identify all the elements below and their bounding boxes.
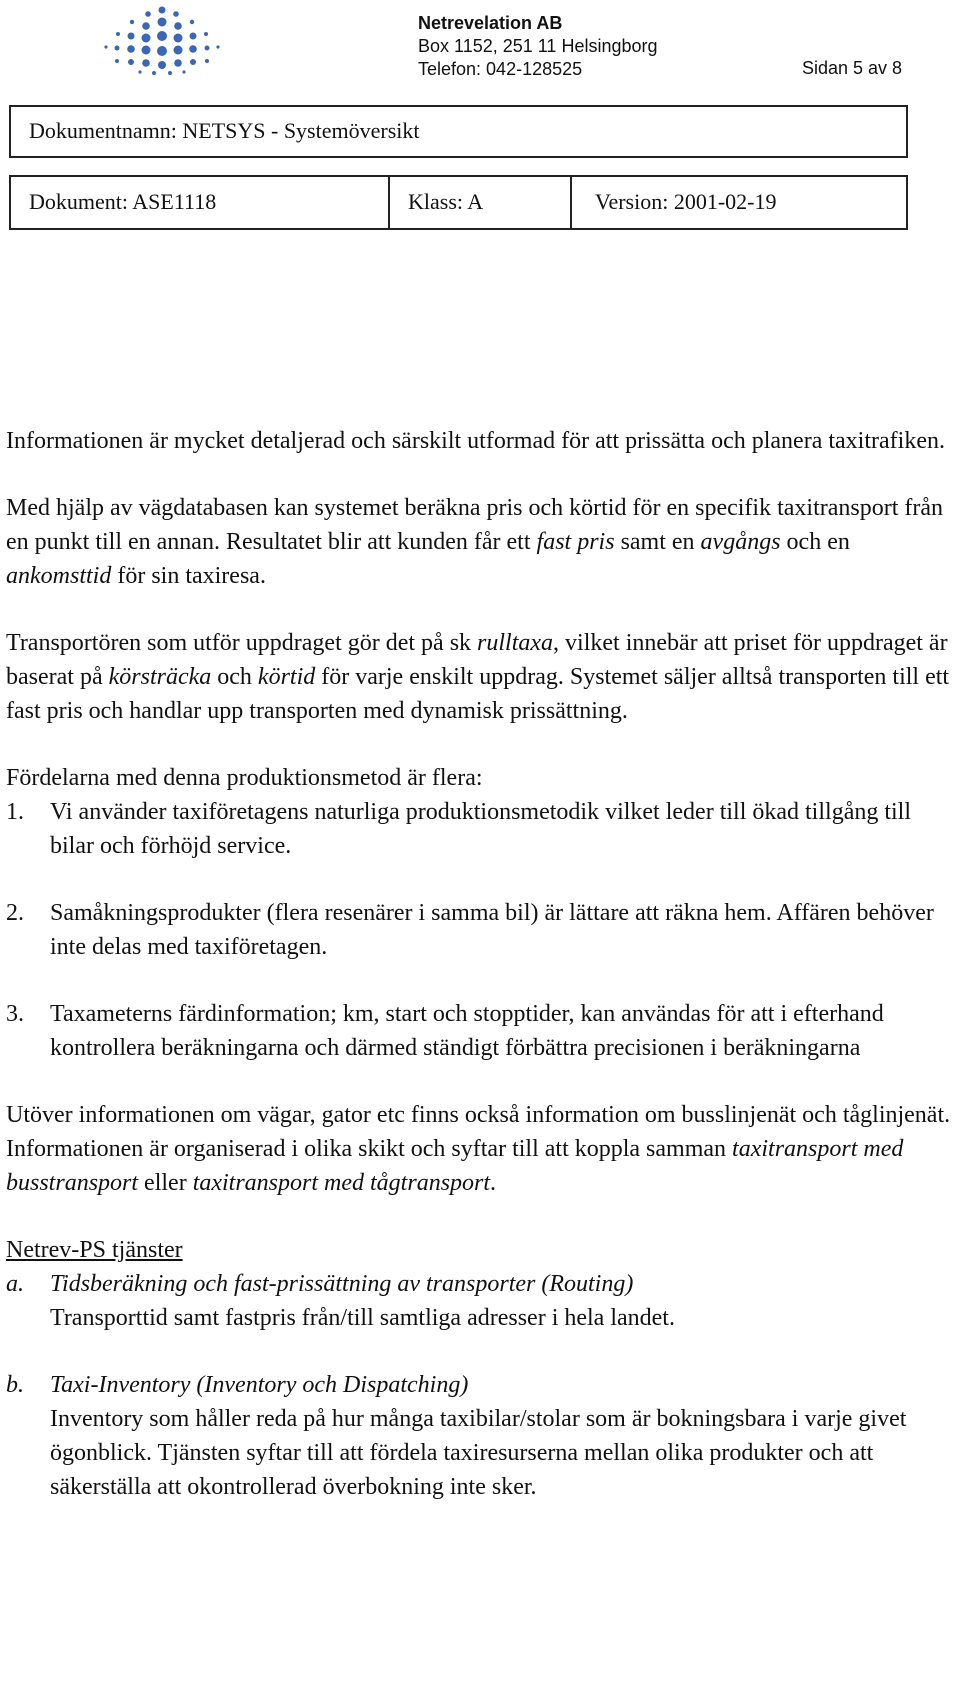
service-item	[6, 1368, 956, 1504]
paragraph-routing: Med hjälp av vägdatabasen kan systemet beräkna pris och körtid för en specifik taxitransport från en punkt till en annan. Resultatet blir att kunden får ett fast pris samt en avgångs och en ankomsttid för sin taxiresa.	[6, 495, 944, 589]
document-class: Klass: A	[408, 189, 484, 214]
list-text: Vi använder taxiföretagens naturliga produktionsmetodik vilket leder till ökad tillgång till bilar och förhöjd service.	[50, 799, 912, 859]
company-address: Box 1152, 251 11 Helsingborg	[418, 36, 658, 56]
list-item	[6, 997, 956, 1065]
service-item	[6, 1267, 956, 1335]
advantages-intro: Fördelarna med denna produktionsmetod är flera:	[6, 765, 483, 791]
services-heading: Netrev-PS tjänster	[6, 1237, 183, 1263]
service-title: Tidsberäkning och fast-prissättning av transporter (Routing)	[50, 1271, 634, 1297]
list-number: 3.	[6, 1001, 24, 1027]
service-letter: a.	[6, 1271, 24, 1297]
company-info	[418, 12, 658, 81]
paragraph-intro: Informationen är mycket detaljerad och särskilt utformad för att prissätta och planera taxitrafiken.	[6, 428, 945, 454]
company-phone: Telefon: 042-128525	[418, 59, 583, 79]
document-name: Dokumentnamn: NETSYS - Systemöversikt	[29, 118, 420, 143]
document-id-cell	[11, 177, 390, 228]
document-version: Version: 2001-02-19	[595, 189, 777, 214]
page-number: Sidan 5 av 8	[802, 58, 903, 78]
document-info-table	[9, 175, 908, 230]
service-text: Transporttid samt fastpris från/till samtliga adresser i hela landet.	[50, 1305, 675, 1331]
list-text: Samåkningsprodukter (flera resenärer i samma bil) är lättare att räkna hem. Affären behöver inte delas med taxiföretagen.	[50, 900, 934, 960]
paragraph-transporter: Transportören som utför uppdraget gör det på sk rulltaxa, vilket innebär att priset för uppdraget är baserat på körsträcka och körtid för varje enskilt uppdrag. Systemet säljer alltså transporten till ett fast pris och handlar upp transporten med dynamisk prissättning.	[6, 630, 950, 724]
list-text: Taxameterns färdinformation; km, start och stopptider, kan användas för att i efterhand kontrollera beräkningarna och därmed ständigt förbättra precisionen i beräkningarna	[50, 1001, 884, 1061]
document-name-box	[9, 105, 908, 158]
company-name: Netrevelation AB	[418, 13, 563, 33]
list-item	[6, 795, 956, 863]
list-number: 2.	[6, 900, 24, 926]
document-version-cell	[572, 177, 906, 228]
company-logo	[100, 4, 224, 76]
service-title: Taxi-Inventory (Inventory och Dispatching)	[50, 1372, 469, 1398]
document-id: Dokument: ASE1118	[29, 189, 217, 214]
service-letter: b.	[6, 1372, 24, 1398]
document-body	[6, 424, 956, 1504]
list-item	[6, 896, 956, 964]
service-text: Inventory som håller reda på hur många taxibilar/stolar som är bokningsbara i varje givet ögonblick. Tjänsten syftar till att fördela taxiresurserna mellan olika produkter och att säkerställa att okontrollerad överbokning inte sker.	[50, 1406, 907, 1500]
list-number: 1.	[6, 799, 24, 825]
paragraph-layers: Utöver informationen om vägar, gator etc finns också information om busslinjenät och tåglinjenät. Informationen är organiserad i olika skikt och syftar till att koppla samman taxitransport med busstransport eller taxitransport med tågtransport.	[6, 1102, 951, 1196]
document-class-cell	[390, 177, 572, 228]
